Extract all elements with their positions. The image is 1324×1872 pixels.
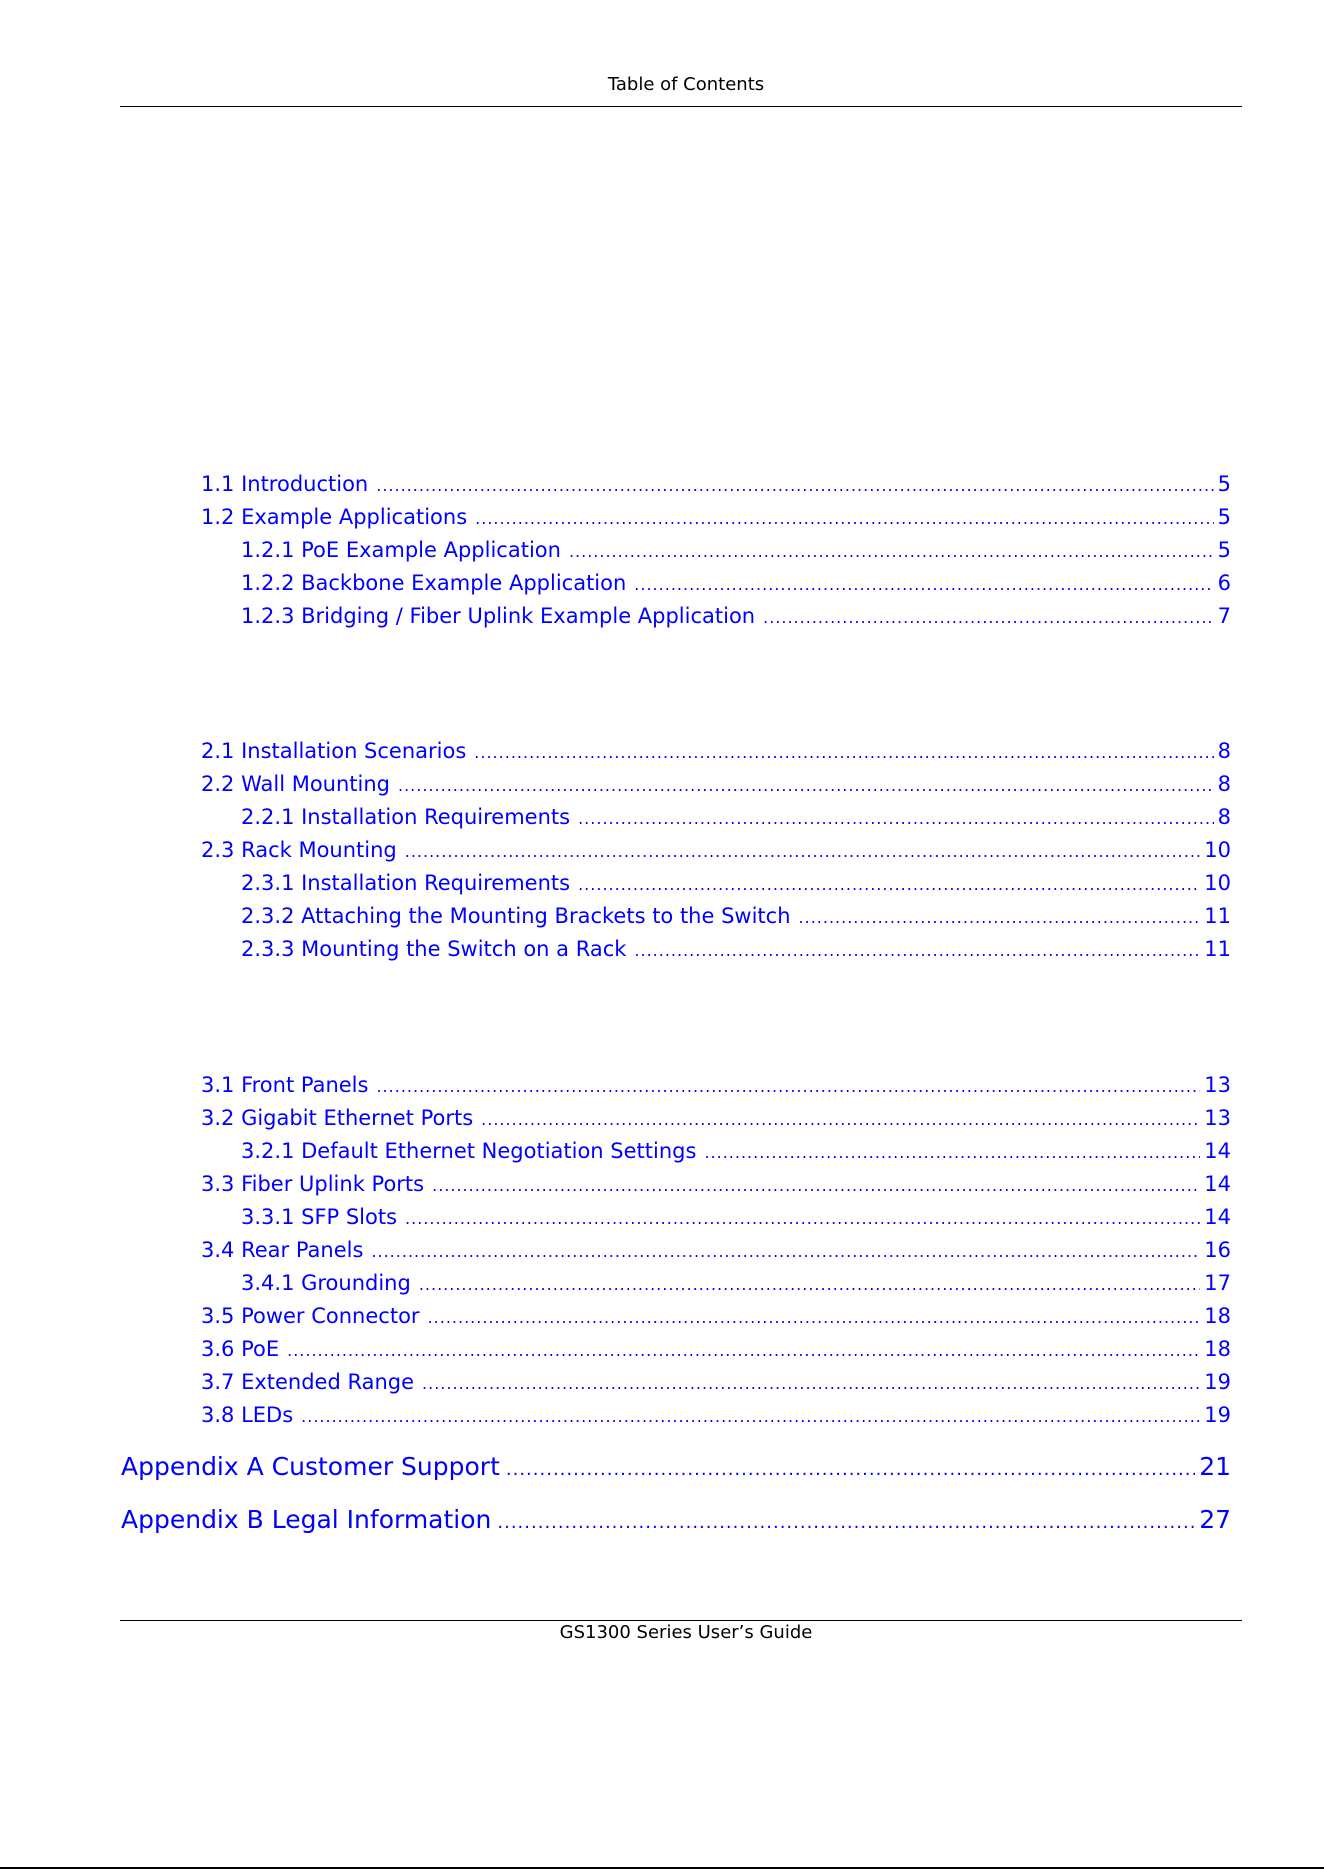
toc-entry-title: 2.3.1 Installation Requirements	[241, 871, 571, 895]
page-header-title: Table of Contents	[607, 74, 765, 95]
toc-entry-2-3[interactable]	[201, 838, 1231, 866]
dot-leader	[287, 1337, 1200, 1361]
dot-leader	[704, 1139, 1200, 1163]
toc-entry-2-3-2[interactable]	[241, 904, 1231, 932]
dot-leader	[497, 1505, 1195, 1534]
dot-leader	[371, 1238, 1200, 1262]
toc-entry-page: 10	[1204, 871, 1231, 895]
toc-entry-3-4-1[interactable]	[241, 1271, 1231, 1299]
toc-entry-page: 8	[1217, 805, 1231, 829]
toc-entry-title: 3.4.1 Grounding	[241, 1271, 411, 1295]
dot-leader	[578, 871, 1200, 895]
toc-entry-title: 1.2.3 Bridging / Fiber Uplink Example Application	[241, 604, 756, 628]
toc-entry-3-7[interactable]	[201, 1370, 1231, 1398]
toc-entry-1-1[interactable]	[201, 472, 1231, 500]
dot-leader	[376, 1073, 1200, 1097]
dot-leader	[578, 805, 1214, 829]
toc-entry-3-8[interactable]	[201, 1403, 1231, 1431]
toc-entry-3-3[interactable]	[201, 1172, 1231, 1200]
dot-leader	[799, 904, 1201, 928]
toc-entry-2-3-1[interactable]	[241, 871, 1231, 899]
toc-entry-1-2-2[interactable]	[241, 571, 1231, 599]
toc-entry-page: 17	[1204, 1271, 1231, 1295]
toc-entry-title: 1.1 Introduction	[201, 472, 369, 496]
toc-entry-title: 2.2 Wall Mounting	[201, 772, 390, 796]
dot-leader	[376, 472, 1213, 496]
dot-leader	[405, 1205, 1200, 1229]
toc-entry-page: 16	[1204, 1238, 1231, 1262]
toc-entry-page: 14	[1204, 1205, 1231, 1229]
toc-entry-2-2-1[interactable]	[241, 805, 1231, 833]
toc-entry-page: 14	[1204, 1139, 1231, 1163]
toc-entry-title: 3.2.1 Default Ethernet Negotiation Settings	[241, 1139, 697, 1163]
toc-entry-page: 19	[1204, 1403, 1231, 1427]
toc-entry-3-3-1[interactable]	[241, 1205, 1231, 1233]
toc-entry-page: 6	[1217, 571, 1231, 595]
dot-leader	[474, 739, 1213, 763]
toc-entry-page: 18	[1204, 1337, 1231, 1361]
toc-entry-page: 14	[1204, 1172, 1231, 1196]
toc-entry-3-4[interactable]	[201, 1238, 1231, 1266]
toc-entry-title: 3.3 Fiber Uplink Ports	[201, 1172, 425, 1196]
toc-entry-page: 19	[1204, 1370, 1231, 1394]
toc-entry-page: 13	[1204, 1073, 1231, 1097]
toc-entry-3-1[interactable]	[201, 1073, 1231, 1101]
dot-leader	[569, 538, 1214, 562]
toc-entry-page: 5	[1217, 538, 1231, 562]
toc-entry-title: 3.5 Power Connector	[201, 1304, 420, 1328]
toc-entry-title: Appendix A Customer Support	[121, 1452, 500, 1481]
toc-entry-title: 3.6 PoE	[201, 1337, 280, 1361]
dot-leader	[432, 1172, 1200, 1196]
toc-entry-page: 10	[1204, 838, 1231, 862]
toc-entry-page: 5	[1217, 472, 1231, 496]
toc-entry-3-6[interactable]	[201, 1337, 1231, 1365]
toc-entry-page: 13	[1204, 1106, 1231, 1130]
dot-leader	[398, 772, 1214, 796]
footer-rule	[120, 1620, 1242, 1621]
toc-entry-title: 3.4 Rear Panels	[201, 1238, 364, 1262]
toc-entry-title: Appendix B Legal Information	[121, 1505, 492, 1534]
toc-entry-title: 1.2.1 PoE Example Application	[241, 538, 561, 562]
toc-entry-page: 21	[1199, 1452, 1231, 1481]
toc-entry-title: 1.2.2 Backbone Example Application	[241, 571, 627, 595]
toc-entry-title: 3.2 Gigabit Ethernet Ports	[201, 1106, 474, 1130]
toc-entry-page: 8	[1217, 739, 1231, 763]
dot-leader	[481, 1106, 1200, 1130]
toc-entry-page: 27	[1199, 1505, 1231, 1534]
toc-entry-title: 3.7 Extended Range	[201, 1370, 415, 1394]
page-footer-title: GS1300 Series User’s Guide	[559, 1622, 813, 1643]
toc-entry-1-2-3[interactable]	[241, 604, 1231, 632]
toc-entry-3-2[interactable]	[201, 1106, 1231, 1134]
toc-entry-page: 8	[1217, 772, 1231, 796]
toc-entry-title: 3.1 Front Panels	[201, 1073, 369, 1097]
toc-entry-1-2-1[interactable]	[241, 538, 1231, 566]
toc-entry-title: 2.1 Installation Scenarios	[201, 739, 467, 763]
toc-entry-page: 5	[1217, 505, 1231, 529]
toc-entry-title: 2.3.2 Attaching the Mounting Brackets to the Switch	[241, 904, 791, 928]
toc-entry-2-1[interactable]	[201, 739, 1231, 767]
toc-entry-title: 1.2 Example Applications	[201, 505, 468, 529]
toc-entry-title: 2.3.3 Mounting the Switch on a Rack	[241, 937, 627, 961]
dot-leader	[301, 1403, 1200, 1427]
dot-leader	[634, 937, 1200, 961]
dot-leader	[422, 1370, 1200, 1394]
toc-entry-page: 7	[1217, 604, 1231, 628]
toc-entry-1-2[interactable]	[201, 505, 1231, 533]
toc-entry-page: 18	[1204, 1304, 1231, 1328]
toc-entry-page: 11	[1204, 937, 1231, 961]
dot-leader	[405, 838, 1201, 862]
dot-leader	[763, 604, 1214, 628]
toc-entry-3-5[interactable]	[201, 1304, 1231, 1332]
dot-leader	[419, 1271, 1200, 1295]
toc-entry-title: 3.3.1 SFP Slots	[241, 1205, 398, 1229]
toc-entry-2-2[interactable]	[201, 772, 1231, 800]
dot-leader	[506, 1452, 1195, 1481]
toc-entry-3-2-1[interactable]	[241, 1139, 1231, 1167]
toc-entry-2-3-3[interactable]	[241, 937, 1231, 965]
toc-entry-page: 11	[1204, 904, 1231, 928]
page-bottom-edge	[0, 1867, 1324, 1869]
dot-leader	[428, 1304, 1201, 1328]
toc-entry-appendix-b[interactable]	[121, 1505, 1231, 1539]
dot-leader	[634, 571, 1213, 595]
toc-entry-title: 3.8 LEDs	[201, 1403, 294, 1427]
toc-entry-appendix-a[interactable]	[121, 1452, 1231, 1486]
dot-leader	[475, 505, 1213, 529]
toc-entry-title: 2.2.1 Installation Requirements	[241, 805, 571, 829]
toc-entry-title: 2.3 Rack Mounting	[201, 838, 397, 862]
